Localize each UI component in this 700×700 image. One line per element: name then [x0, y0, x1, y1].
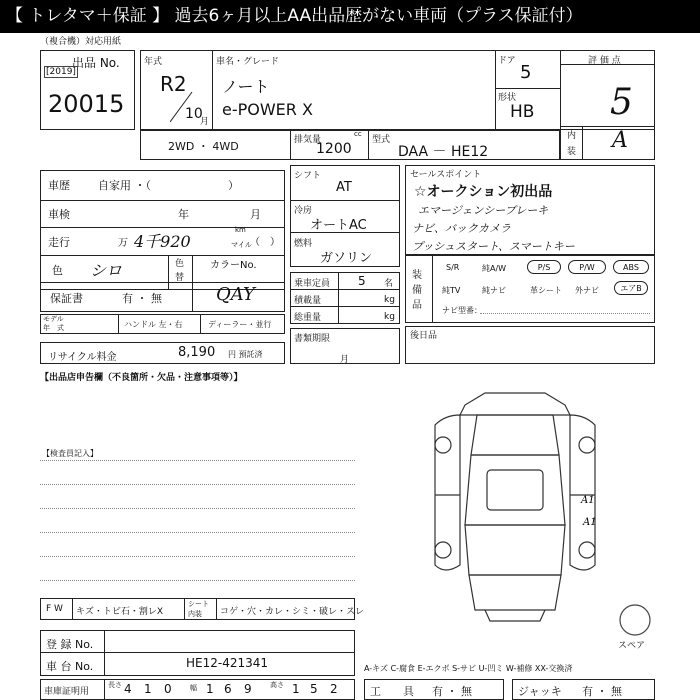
color-change-1: 色	[175, 259, 185, 269]
year-label: 年式	[144, 57, 163, 67]
tools-label: 工 具	[370, 685, 414, 698]
color-code-label: カラーNo.	[210, 260, 257, 271]
drive-value: 2WD ・ 4WD	[168, 140, 239, 153]
type-code-label: 型式	[372, 135, 391, 145]
sales-points-title: ☆オークション初出品	[414, 184, 553, 200]
load-label: 積載量	[294, 296, 322, 306]
seat-label-2: 内装	[188, 610, 202, 618]
recycle-label: リサイクル料金	[48, 352, 117, 363]
handle-value: ハンドル 左・右	[124, 320, 183, 329]
fuel-label: 燃料	[294, 239, 313, 249]
capacity-unit: 名	[384, 279, 394, 289]
history-value: 自家用 ・（ ）	[98, 179, 239, 192]
inspection-month: 月	[250, 208, 261, 221]
warranty-value: 有 ・ 無	[122, 292, 162, 305]
cert-hgt-2: 5	[310, 682, 318, 696]
equip-sr: S/R	[446, 263, 460, 272]
jack-value: 有 ・ 無	[582, 685, 622, 698]
warranty-label: 保証書	[50, 292, 83, 305]
equip-airbag: エアB	[614, 281, 648, 295]
fw-label: F W	[46, 604, 63, 614]
interior-label-2: 装	[567, 147, 577, 157]
ac-value: オートAC	[310, 218, 367, 233]
form-type: （複合機）対応用紙	[40, 37, 122, 47]
shape-label: 形状	[498, 93, 517, 103]
dealer-value: ディーラー・並行	[208, 320, 272, 329]
cert-wid-3: 9	[244, 682, 252, 696]
registration-label: 登 録 No.	[46, 638, 94, 651]
lot-number: 20015	[48, 90, 125, 118]
sales-points-label: セールスポイント	[410, 170, 482, 180]
cert-hgt-1: 1	[292, 682, 300, 696]
tools-value: 有 ・ 無	[432, 685, 472, 698]
model-grade: e-POWER X	[222, 100, 313, 119]
model-label: 車名・グレード	[216, 57, 280, 67]
equip-tv: 純TV	[442, 286, 461, 295]
car-diagram	[415, 385, 615, 625]
total-weight-unit: kg	[384, 312, 395, 322]
damage-legend: A-キズ C-腐食 E-エクボ S-サビ U-凹ミ W-補修 XX-交換済	[364, 664, 573, 673]
load-unit: kg	[384, 295, 395, 305]
cert-len-3: 0	[164, 682, 172, 696]
damage-note-2: A1	[583, 517, 597, 528]
interior-value: A	[612, 128, 628, 153]
model-name: ノート	[222, 77, 270, 96]
recycle-value: 8,190	[178, 345, 216, 360]
cert-wid-1: 1	[206, 682, 214, 696]
recycle-unit: 円 預託済	[228, 350, 263, 359]
banner: 【 トレタマ＋保証 】 過去6ヶ月以上AA出品歴がない車両（プラス保証付）	[0, 0, 700, 33]
sales-points-line1: エマージェンシーブレーキ	[418, 204, 549, 217]
fw-value: キズ・トビ石・割レX	[76, 607, 163, 617]
cert-hgt-3: 2	[330, 682, 338, 696]
mileage-unit-mile: マイル	[231, 241, 252, 249]
model-form-1: モデル	[43, 315, 64, 323]
shape-value: HB	[510, 102, 535, 122]
chassis-value: HE12-421341	[186, 656, 269, 670]
sales-points-line2: ナビ、バックカメラ	[412, 222, 511, 235]
nav-model-label: ナビ型番：	[442, 306, 482, 315]
fuel-value: ガソリン	[320, 251, 373, 266]
year-month-suffix: 月	[200, 117, 210, 127]
spare-tire-icon	[618, 603, 652, 637]
mileage-label: 走行	[48, 236, 70, 249]
shift-value: AT	[336, 180, 352, 195]
lot-year-stamp: [2019]	[46, 67, 76, 77]
inspection-year: 年	[178, 208, 189, 221]
capacity-value: 5	[358, 274, 366, 288]
displacement-label: 排気量	[294, 135, 322, 145]
equip-leather: 革シート	[530, 286, 562, 295]
inspection-label: 車検	[48, 208, 70, 221]
seat-value: コゲ・穴・カレ・シミ・破レ・スレ	[220, 607, 365, 617]
seat-label-1: シート	[188, 600, 209, 608]
after-fit-block	[405, 326, 655, 364]
mileage-digits: 4千920	[134, 232, 191, 251]
mileage-man: 万	[118, 238, 128, 249]
doc-deadline-label: 書類期限	[294, 334, 331, 344]
equip-ps: P/S	[527, 260, 561, 274]
type-code-value: DAA － HE12	[398, 144, 489, 160]
cert-hgt-label: 高さ	[270, 681, 284, 689]
displacement-value: 1200	[316, 141, 352, 157]
year-month: 10	[185, 106, 203, 122]
score-value: 5	[610, 82, 633, 123]
history-label: 車歴	[48, 179, 70, 192]
damage-note-1: A1	[581, 495, 595, 506]
shift-label: シフト	[294, 171, 322, 181]
equip-ext-navi: 外ナビ	[575, 286, 599, 295]
certificate-label: 車庫証明用	[44, 687, 90, 697]
interior-label-1: 内	[567, 131, 577, 141]
sales-points-line3: プッシュスタート、スマートキー	[412, 240, 575, 253]
cert-len-2: 1	[144, 682, 152, 696]
doc-deadline-month: 月	[340, 355, 350, 365]
equip-navi: 純ナビ	[482, 286, 506, 295]
year-era: R2	[160, 72, 187, 96]
color-label: 色	[52, 264, 63, 277]
chassis-label: 車 台 No.	[46, 660, 94, 673]
equipment-label-1: 装	[412, 270, 422, 281]
ac-label: 冷房	[294, 206, 313, 216]
score-label: 評 価 点	[588, 56, 621, 66]
doors-value: 5	[520, 62, 532, 83]
mileage-paren: （ ）	[250, 237, 280, 248]
cert-wid-label: 幅	[190, 684, 197, 692]
equip-pw: P/W	[568, 260, 606, 274]
displacement-unit: cc	[354, 130, 362, 138]
spare-label: スペア	[618, 641, 646, 651]
jack-label: ジャッキ	[518, 685, 562, 698]
mileage-unit-km: km	[235, 226, 246, 234]
color-value: シロ	[90, 261, 123, 280]
lot-label: 出品 No.	[72, 56, 120, 70]
cert-len-1: 4	[124, 682, 132, 696]
total-weight-label: 総重量	[294, 313, 322, 323]
color-change-2: 替	[175, 273, 185, 283]
equipment-label-2: 備	[412, 285, 422, 296]
doors-label: ドア	[498, 56, 516, 66]
capacity-label: 乗車定員	[294, 279, 331, 289]
seller-notes-label: 【出品店申告欄（不良箇所・欠品・注意事項等）】	[40, 373, 243, 383]
color-code: QAY	[216, 284, 255, 305]
cert-len-label: 長さ	[108, 681, 122, 689]
inspector-notes-label: 【検査員記入】	[42, 449, 98, 458]
cert-wid-2: 6	[224, 682, 232, 696]
equipment-label-3: 品	[412, 300, 422, 311]
after-fit-label: 後日品	[410, 331, 438, 341]
equip-abs: ABS	[613, 260, 649, 274]
model-form-2: 年 式	[43, 324, 64, 332]
equip-aw: 純A/W	[482, 264, 507, 273]
